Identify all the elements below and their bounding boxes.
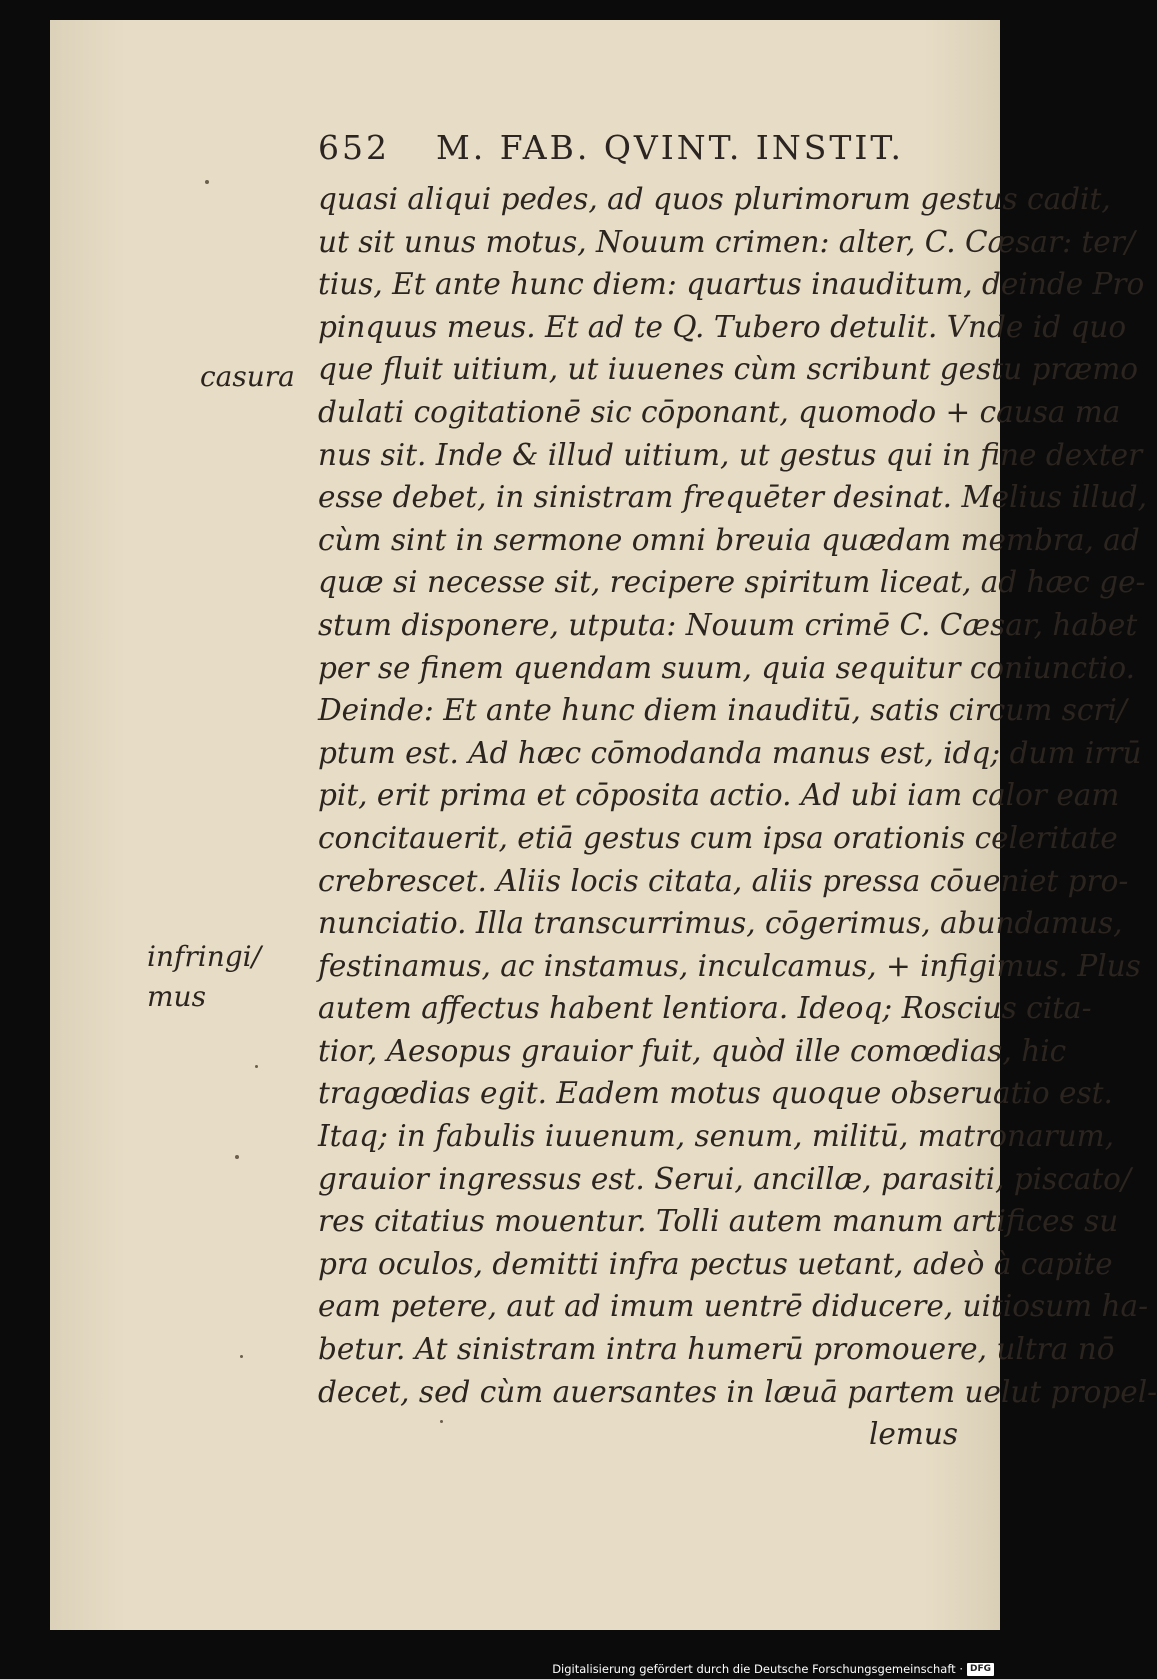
ink-speck — [440, 1420, 443, 1423]
text-line: per se finem quendam suum, quia sequitur coniunctio. — [318, 650, 1135, 685]
text-line: dulati cogitationē sic cōponant, quomodo + causa ma — [318, 394, 1121, 429]
text-line: eam petere, aut ad imum uentrē diducere, uitiosum ha- — [318, 1289, 1149, 1324]
running-title: M. FAB. QVINT. INSTIT. — [436, 128, 905, 167]
text-line: crebrescet. Aliis locis citata, aliis pressa cōueniet pro- — [318, 863, 1129, 898]
ink-speck — [235, 1155, 239, 1159]
book-page — [50, 20, 1157, 1630]
ink-speck — [240, 1355, 243, 1358]
text-line: concitauerit, etiā gestus cum ipsa orationis celeritate — [318, 820, 1118, 855]
ink-speck — [205, 180, 209, 184]
text-line: autem affectus habent lentiora. Ideoq; Roscius cita- — [318, 991, 1092, 1026]
text-line: pinquus meus. Et ad te Q. Tubero detulit. Vnde id quo — [318, 309, 1127, 344]
text-line: cùm sint in sermone omni breuia quædam membra, ad — [318, 522, 1140, 557]
text-line: quæ si necesse sit, recipere spiritum liceat, ad hæc ge- — [318, 565, 1146, 600]
credit-text: Digitalisierung gefördert durch die Deutsche Forschungsgemeinschaft · — [552, 1662, 963, 1676]
text-line: nunciatio. Illa transcurrimus, cōgerimus, abundamus, — [318, 906, 1123, 941]
text-line: tragœdias egit. Eadem motus quoque obseruatio est. — [318, 1076, 1113, 1111]
page-header — [318, 128, 958, 178]
digitization-credit — [552, 1662, 994, 1676]
margin-note-casura: casura — [200, 360, 295, 393]
margin-note-infringimus-1: infringi/ — [147, 940, 262, 973]
text-line: Itaq; in fabulis iuuenum, senum, militū, matronarum, — [318, 1119, 1115, 1154]
text-line: stum disponere, utputa: Nouum crimē C. Cæsar, habet — [318, 607, 1138, 642]
text-line: pra oculos, demitti infra pectus uetant, adeò à capite — [318, 1246, 1113, 1281]
text-line: res citatius mouentur. Tolli autem manum artifices su — [318, 1204, 1119, 1239]
text-line: decet, sed cùm auersantes in læuā partem uelut propel- — [318, 1374, 1157, 1409]
text-line: quasi aliqui pedes, ad quos plurimorum gestus cadit, — [318, 182, 1111, 216]
text-line: ut sit unus motus, Nouum crimen: alter, C. Cæsar: ter/ — [318, 224, 1135, 259]
text-line: festinamus, ac instamus, inculcamus, + infigimus. Plus — [318, 948, 1141, 983]
text-line: grauior ingressus est. Serui, ancillæ, parasiti, piscato/ — [318, 1161, 1131, 1196]
text-line: betur. At sinistram intra humerū promouere, ultra nō — [318, 1332, 1115, 1367]
text-line: ptum est. Ad hæc cōmodanda manus est, idq; dum irrū — [318, 735, 1142, 770]
margin-note-infringimus-2: mus — [147, 980, 206, 1013]
text-line: esse debet, in sinistram frequēter desinat. Melius illud, — [318, 480, 1148, 515]
text-line: que fluit uitium, ut iuuenes cùm scribunt gestu præmo — [318, 352, 1138, 387]
text-line: tius, Et ante hunc diem: quartus inauditum, deinde Pro — [318, 267, 1145, 302]
text-block — [318, 178, 1157, 1456]
text-line: nus sit. Inde & illud uitium, ut gestus qui in fine dexter — [318, 437, 1143, 472]
page-number: 652 — [318, 128, 390, 167]
text-line: tior, Aesopus grauior fuit, quòd ille comœdias, hic — [318, 1033, 1067, 1068]
ink-speck — [255, 1065, 258, 1068]
text-line: Deinde: Et ante hunc diem inauditū, satis circum scri/ — [318, 693, 1127, 728]
dfg-logo: DFG — [967, 1663, 994, 1676]
catchword: lemus — [868, 1417, 958, 1452]
text-line: pit, erit prima et cōposita actio. Ad ubi iam calor eam — [318, 778, 1120, 813]
